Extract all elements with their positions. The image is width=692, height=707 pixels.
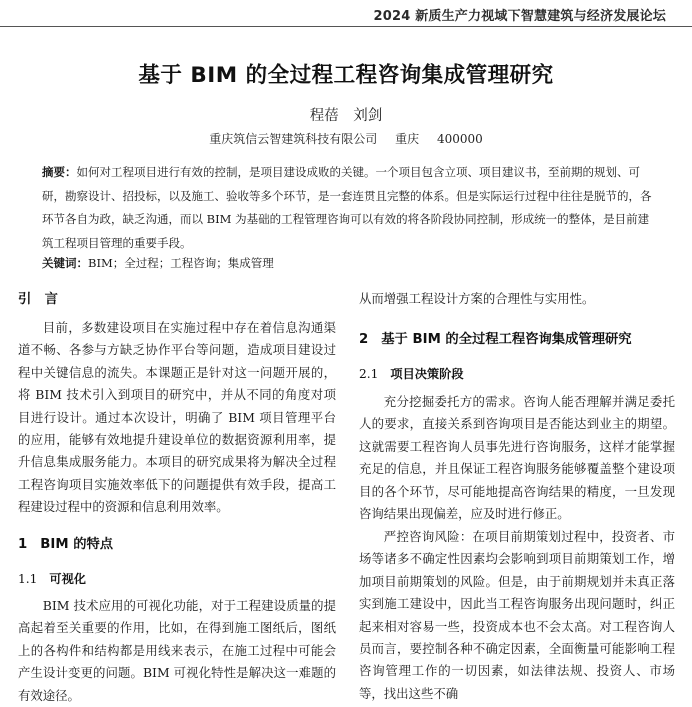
section-number: 1 <box>18 537 28 552</box>
abstract-text: 如何对工程项目进行有效的控制，是项目建设成败的关键。一个项目包含立项、项目建议书，至前期的规划、可研，勘察设计、招投标，以及施工、验收等多个环节，是一套连贯且完整的体系。但是实际运行过程中往往是脱节的，各环节各自为政，缺乏沟通，而以 BIM 为基础的工程管理咨询可以有效的将各阶段协同控制，形成统一的整体，是目前建筑工程项目管理的重要手段。 <box>42 165 652 250</box>
keywords-label: 关键词： <box>42 256 88 270</box>
section-title: BIM 的特点 <box>40 537 114 552</box>
section-1-heading <box>18 533 336 552</box>
keywords <box>42 253 654 273</box>
abstract-label: 摘要： <box>42 165 77 179</box>
section-2-1-paragraph-2: 严控咨询风险：在项目前期策划过程中，投资者、市场等诸多不确定性因素均会影响到项目前期策划工作，增加项目前期策划的风险。但是，由于前期规划并未真正落实到施工建设中，因此当工程咨询服务出现问题时，纠正起来相对容易一些，投资成本也不会太高。对工程咨询人员而言，要控制各种不确定因素，全面衡量可能影响工程咨询管理工作的一切因素，如法律法规、投资人、市场等，找出这些不确 <box>359 529 675 701</box>
section-title: 项目决策阶段 <box>390 367 464 381</box>
section-title: 可视化 <box>49 572 86 586</box>
author-name: 刘剑 <box>353 108 383 124</box>
section-1-1-paragraph: BIM 技术应用的可视化功能，对于工程建设质量的提高起着至关重要的作用，比如，在得到施工图纸后，图纸上的各构件和结构都是用线来表示，在施工过程中可能会产生设计变更的问题。BIM 可视化特性是解决这一难题的有效途径。 <box>18 598 336 703</box>
section-number: 1.1 <box>18 572 38 586</box>
paper-title: 基于 BIM 的全过程工程咨询集成管理研究 <box>138 63 554 88</box>
intro-paragraph: 目前，多数建设项目在实施过程中存在着信息沟通渠道不畅、各参与方缺乏协作平台等问题，造成项目建设过程中关键信息的流失。本课题正是针对这一问题开展的，将 BIM 技术引入到项目的研究中，并从不同的角度对项目进行设计。通过本次设计，明确了 BIM 项目管理平台的应用，能够有效地提升建设单位的数据资源利用率，提升信息集成服务能力。本项目的研究成果将为解决全过程工程咨询项目实施效率低下的问题提供有效手段，提高工程建设过程中的资源和信息利用效率。 <box>18 320 336 515</box>
header-rule <box>0 26 692 27</box>
author-name: 程蓓 <box>309 108 339 124</box>
abstract <box>42 161 654 255</box>
author-list <box>0 104 692 125</box>
affiliation <box>0 130 692 147</box>
section-number: 2 <box>359 332 369 347</box>
section-1-1-heading <box>18 570 336 587</box>
affiliation-zip: 400000 <box>436 132 483 146</box>
section-title: 基于 BIM 的全过程工程咨询集成管理研究 <box>381 332 632 347</box>
affiliation-city: 重庆 <box>395 132 420 146</box>
keywords-text: BIM；全过程；工程咨询；集成管理 <box>88 256 274 270</box>
running-head <box>0 0 692 27</box>
continued-paragraph: 从而增强工程设计方案的合理性与实用性。 <box>359 291 595 306</box>
affiliation-org: 重庆筑信云智建筑科技有限公司 <box>209 132 378 146</box>
section-2-1-heading <box>359 365 675 382</box>
section-number: 2.1 <box>359 367 379 381</box>
running-head-text: 2024 新质生产力视域下智慧建筑与经济发展论坛 <box>373 9 666 24</box>
intro-heading: 引 言 <box>18 292 58 307</box>
section-2-heading <box>359 328 675 347</box>
section-2-1-paragraph-1: 充分挖掘委托方的需求。咨询人能否理解并满足委托人的要求，直接关系到咨询项目是否能达到业主的期望。这就需要工程咨询人员事先进行咨询服务，这样才能掌握充足的信息，并且保证工程咨询服务能够覆盖整个建设项目的各个环节，尽可能地提高咨询结果的精度，一旦发现咨询结果出现偏差，应及时进行修正。 <box>359 394 675 522</box>
